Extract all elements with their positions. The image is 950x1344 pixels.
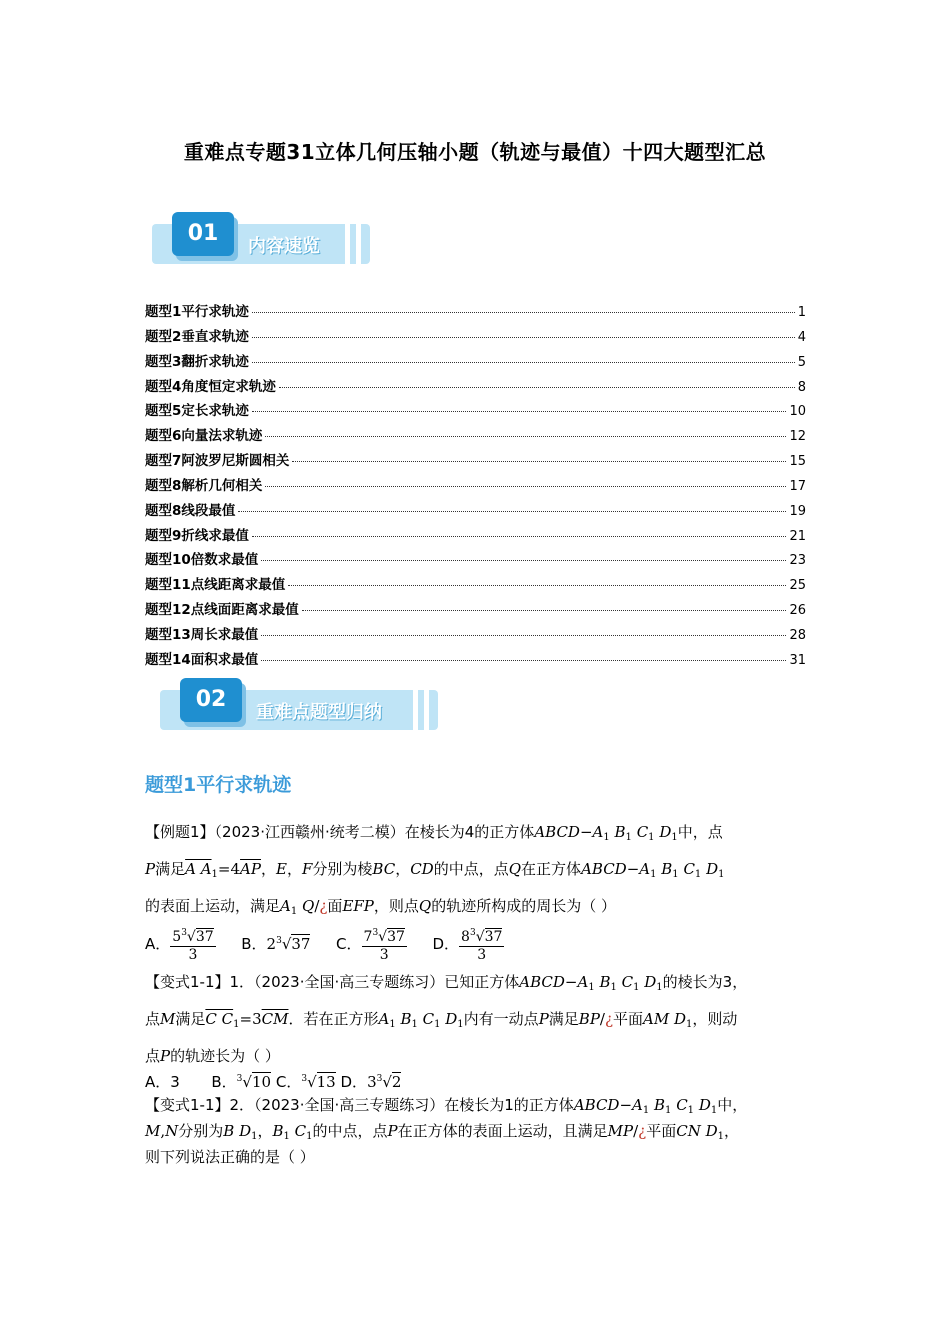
example-1-options <box>145 922 815 964</box>
toc-page-number: 17 <box>789 478 806 494</box>
toc-page-number: 10 <box>789 404 806 420</box>
toc-page-number: 5 <box>797 354 806 370</box>
toc-leader-dots <box>261 560 786 561</box>
toc-leader-dots <box>288 585 786 586</box>
toc-page-number: 26 <box>789 603 806 619</box>
toc-leader-dots <box>302 610 787 611</box>
banner-label: 重难点题型归纳 <box>256 702 382 723</box>
toc-entry-label: 题型8解析几何相关 <box>145 477 263 494</box>
toc-page-number: 19 <box>789 503 806 519</box>
toc-entry-label: 题型8线段最值 <box>145 502 236 519</box>
toc-leader-dots <box>252 312 795 313</box>
toc-leader-dots <box>252 536 787 537</box>
banner-label: 内容速览 <box>248 236 320 257</box>
toc-entry[interactable] <box>145 548 806 573</box>
option-b[interactable]: B．$2^3√37$ <box>241 935 311 953</box>
toc-page-number: 15 <box>789 454 806 470</box>
toc-entry[interactable] <box>145 573 806 598</box>
table-of-contents <box>145 300 806 673</box>
variant-2-line-3: 则下列说法正确的是（ ） <box>145 1148 315 1166</box>
toc-entry-label: 题型2垂直求轨迹 <box>145 328 249 345</box>
toc-page-number: 25 <box>789 578 806 594</box>
toc-entry-label: 题型12点线面距离求最值 <box>145 602 299 619</box>
toc-leader-dots <box>238 511 786 512</box>
variant-1-line-2: 点M满足C $C_1=3\overline{CM}$．若在正方形$A_1$ $B_1$ $C_1$ $D_1$内有一动点P满足BP/¿平面AM $D_1$，则动 <box>145 1010 738 1030</box>
option-a[interactable]: A． $\frac{5^3√37}{3}$ <box>145 935 216 953</box>
example-1-line-1: 【例题1】（2023·江西赣州·统考二模）在棱长为4的正方体$ABCD-A_1$ $B_1$ $C_1$ $D_1$中，点 <box>145 823 723 843</box>
option-d[interactable]: D． $\frac{8^3√37}{3}$ <box>432 935 504 953</box>
variant-1-options <box>145 1068 815 1093</box>
toc-leader-dots <box>265 486 786 487</box>
option-b[interactable]: B．$^3$√10 <box>211 1073 272 1091</box>
toc-leader-dots <box>265 436 786 437</box>
toc-entry-label: 题型3翻折求轨迹 <box>145 353 249 370</box>
example-1-line-2: P满足A $A_1=4\overline{AP}$，E，F分别为棱BC，CD的中点，点Q在正方体$ABCD-A_1$ $B_1$ $C_1$ $D_1$ <box>145 860 725 880</box>
banner-stripe <box>356 224 361 264</box>
toc-leader-dots <box>261 660 786 661</box>
toc-entry[interactable] <box>145 648 806 673</box>
toc-page-number: 28 <box>789 627 806 643</box>
section-banner-summary <box>160 678 438 734</box>
toc-leader-dots <box>279 387 795 388</box>
option-a[interactable]: A．3 <box>145 1073 180 1091</box>
toc-entry-label: 题型11点线距离求最值 <box>145 577 286 594</box>
toc-entry-label: 题型7阿波罗尼斯圆相关 <box>145 453 290 470</box>
banner-number: 01 <box>172 212 234 256</box>
toc-leader-dots <box>292 461 786 462</box>
variant-1-line-3: 点P的轨迹长为（ ） <box>145 1047 280 1065</box>
toc-entry[interactable] <box>145 474 806 499</box>
toc-entry[interactable] <box>145 499 806 524</box>
toc-entry-label: 题型10倍数求最值 <box>145 552 259 569</box>
option-c[interactable]: C． $\frac{7^3√37}{3}$ <box>336 935 407 953</box>
toc-entry[interactable] <box>145 524 806 549</box>
variant-1-line-1: 【变式1-1】1．（2023·全国·高三专题练习）已知正方体$ABCD-A_1$ $B_1$ $C_1$ $D_1$的棱长为3， <box>145 973 748 993</box>
toc-entry[interactable] <box>145 598 806 623</box>
toc-entry[interactable] <box>145 399 806 424</box>
toc-entry[interactable] <box>145 424 806 449</box>
toc-entry-label: 题型9折线求最值 <box>145 527 249 544</box>
variant-2-line-1: 【变式1-1】2．（2023·全国·高三专题练习）在棱长为1的正方体$ABCD-A_1$ $B_1$ $C_1$ $D_1$中， <box>145 1096 748 1116</box>
banner-stripe <box>413 690 418 730</box>
toc-entry[interactable] <box>145 449 806 474</box>
banner-number: 02 <box>180 678 242 722</box>
toc-entry-label: 题型4角度恒定求轨迹 <box>145 378 276 395</box>
toc-entry[interactable] <box>145 350 806 375</box>
toc-page-number: 1 <box>797 305 806 320</box>
option-d[interactable]: D．$3^3√2$ <box>340 1073 402 1091</box>
toc-leader-dots <box>252 362 795 363</box>
toc-leader-dots <box>252 337 795 338</box>
toc-page-number: 8 <box>797 379 806 395</box>
section-heading: 题型1平行求轨迹 <box>145 774 292 796</box>
toc-page-number: 4 <box>797 329 806 345</box>
toc-entry[interactable] <box>145 375 806 400</box>
document-title: 重难点专题31立体几何压轴小题（轨迹与最值）十四大题型汇总 <box>183 140 767 164</box>
toc-entry[interactable] <box>145 325 806 350</box>
toc-entry-label: 题型5定长求轨迹 <box>145 403 249 420</box>
toc-entry-label: 题型6向量法求轨迹 <box>145 428 263 445</box>
variant-2-line-2: M,N分别为B $D_1$，$B_1$ $C_1$的中点，点P在正方体的表面上运动，且满足MP/¿平面CN $D_1$， <box>145 1122 740 1142</box>
section-banner-contents <box>152 212 370 268</box>
toc-leader-dots <box>252 411 787 412</box>
toc-page-number: 31 <box>789 652 806 668</box>
toc-entry[interactable] <box>145 623 806 648</box>
toc-entry-label: 题型14面积求最值 <box>145 651 259 668</box>
example-1-line-3: 的表面上运动，满足$A_1$ Q/¿面EFP，则点Q的轨迹所构成的周长为（ ） <box>145 897 616 917</box>
toc-page-number: 23 <box>789 553 806 569</box>
option-c[interactable]: C．$^3$√13 <box>275 1073 336 1091</box>
banner-stripe <box>424 690 429 730</box>
toc-entry[interactable] <box>145 300 806 325</box>
toc-page-number: 21 <box>789 528 806 544</box>
toc-entry-label: 题型1平行求轨迹 <box>145 304 249 320</box>
toc-page-number: 12 <box>789 429 806 445</box>
toc-leader-dots <box>261 635 786 636</box>
banner-stripe <box>345 224 350 264</box>
toc-entry-label: 题型13周长求最值 <box>145 626 259 643</box>
